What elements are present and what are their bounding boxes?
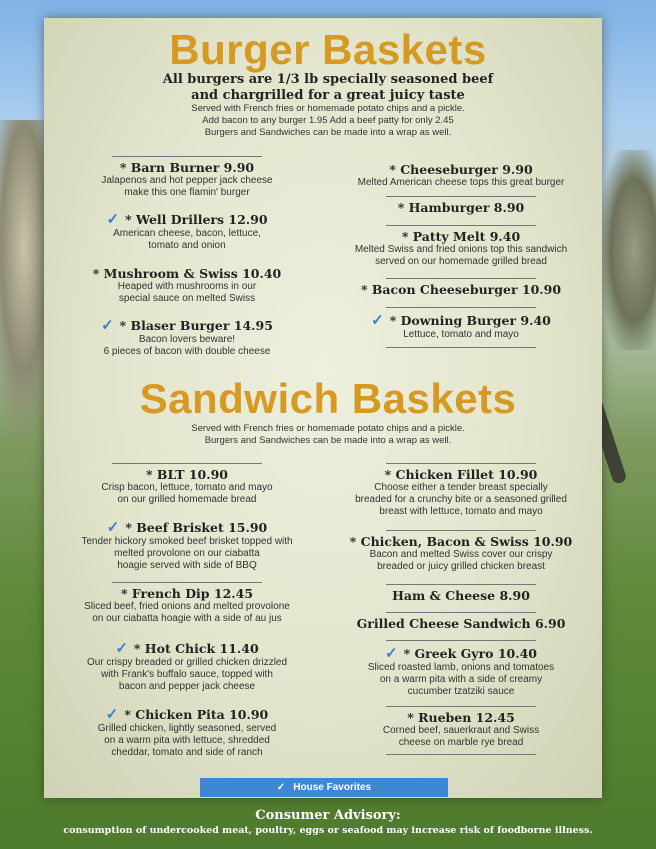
item-desc: 6 pieces of bacon with double cheese	[103, 346, 271, 357]
item-desc: with Frank's buffalo sauce, topped with	[101, 669, 273, 680]
check-icon: ✓	[115, 639, 128, 657]
item-name: * Barn Burner 9.90	[119, 160, 255, 175]
item-desc: Heaped with mushrooms in our	[117, 281, 257, 292]
check-icon: ✓	[106, 210, 120, 228]
item-desc: cucumber tzatziki sauce	[407, 686, 515, 697]
menu-item-patty-melt	[336, 225, 586, 268]
item-desc: on our grilled homemade bread	[117, 494, 257, 505]
menu-item-bacon-cheeseburger	[336, 278, 586, 297]
menu-item-grilled-cheese	[336, 612, 586, 631]
legend-label: House Favorites	[293, 782, 372, 793]
item-desc: Our crispy breaded or grilled chicken drizzled	[86, 657, 288, 668]
check-icon: ✓	[384, 644, 398, 662]
item-desc: on a warm pita with lettuce, shredded	[104, 735, 270, 746]
item-desc: tomato and onion	[148, 240, 226, 251]
item-name: Ham & Cheese 8.90	[392, 588, 530, 603]
menu-item-greek-gyro	[336, 640, 586, 698]
item-desc: Choose either a tender breast specially	[374, 482, 548, 493]
check-icon: ✓	[371, 311, 384, 329]
item-name: * Downing Burger 9.40	[389, 313, 551, 328]
divider	[386, 584, 536, 585]
item-name: * Cheeseburger 9.90	[389, 162, 533, 177]
item-name: Grilled Cheese Sandwich 6.90	[356, 616, 566, 631]
item-name: * Chicken Fillet 10.90	[384, 467, 538, 482]
menu-item-barn-burner	[62, 156, 312, 199]
item-desc: special sauce on melted Swiss	[118, 293, 256, 304]
item-name: * Chicken, Bacon & Swiss 10.90	[349, 534, 573, 549]
item-name: * Hamburger 8.90	[397, 200, 525, 215]
item-name: * Beef Brisket 15.90	[125, 520, 268, 535]
menu-item-hot-chick	[62, 639, 312, 693]
burger-note-1: Served with French fries or homemade potato chips and a pickle.	[191, 103, 465, 114]
divider	[386, 225, 536, 226]
item-name: * Rueben 12.45	[407, 710, 515, 725]
item-name: * Greek Gyro 10.40	[403, 646, 537, 661]
item-desc: breaded or juicy grilled chicken breast	[377, 561, 545, 572]
divider	[112, 582, 262, 583]
sandwich-note-2: Burgers and Sandwiches can be made into a wrap as well.	[204, 435, 452, 446]
check-icon: ✓	[276, 782, 286, 793]
consumer-advisory-text: consumption of undercooked meat, poultry, eggs or seafood may increase risk of foodborne illness.	[63, 825, 593, 836]
burger-section-title: Burger Baskets	[169, 26, 487, 73]
divider	[386, 278, 536, 279]
item-desc: Bacon lovers beware!	[138, 334, 236, 345]
check-icon: ✓	[101, 316, 114, 334]
divider	[386, 463, 536, 464]
item-name: * Well Drillers 12.90	[125, 212, 268, 227]
item-desc: breaded for a crunchy bite or a seasoned grilled	[355, 494, 567, 505]
item-desc: hoagie served with side of BBQ	[117, 560, 257, 571]
item-desc: served on our homemade grilled bread	[375, 256, 547, 267]
item-name: * Chicken Pita 10.90	[124, 707, 269, 722]
divider	[386, 640, 536, 641]
menu-item-beef-brisket	[62, 518, 312, 572]
divider	[112, 463, 262, 464]
menu-item-well-drillers	[62, 210, 312, 252]
divider	[386, 196, 536, 197]
item-desc: make this one flamin' burger	[124, 187, 250, 198]
item-name: * Bacon Cheeseburger 10.90	[360, 282, 562, 297]
item-desc: Corned beef, sauerkraut and Swiss	[382, 725, 540, 736]
item-desc: Grilled chicken, lightly seasoned, served	[97, 723, 277, 734]
item-desc: cheese on marble rye bread	[398, 737, 524, 748]
item-desc: Tender hickory smoked beef brisket topped with	[81, 536, 293, 547]
item-desc: Melted American cheese tops this great burger	[357, 177, 565, 188]
house-favorites-legend	[200, 778, 448, 797]
menu-item-blt	[62, 463, 312, 506]
item-desc: on a warm pita with a side of creamy	[379, 674, 543, 685]
menu-item-hamburger	[336, 196, 586, 215]
menu-item-ham-cheese	[336, 584, 586, 603]
burger-subtitle-1: All burgers are 1/3 lb specially seasoned beef	[162, 72, 494, 87]
divider	[386, 307, 536, 308]
sandwich-note-1: Served with French fries or homemade potato chips and a pickle.	[191, 423, 465, 434]
check-icon: ✓	[106, 518, 120, 536]
item-desc: Lettuce, tomato and mayo	[403, 329, 519, 340]
menu-item-rueben	[336, 706, 586, 758]
divider	[112, 156, 262, 157]
check-icon: ✓	[105, 705, 119, 723]
divider	[386, 706, 536, 707]
menu-item-blaser-burger	[62, 316, 312, 358]
item-desc: on our ciabatta hoagie with a side of au jus	[92, 613, 282, 624]
item-name: * Blaser Burger 14.95	[119, 318, 273, 333]
menu-item-chicken-fillet	[336, 463, 586, 518]
burger-subtitle-2: and chargrilled for a great juicy taste	[191, 88, 465, 103]
sandwich-section-title: Sandwich Baskets	[139, 375, 517, 422]
consumer-advisory-title: Consumer Advisory:	[255, 808, 401, 823]
item-desc: American cheese, bacon, lettuce,	[113, 228, 261, 239]
divider	[386, 347, 536, 348]
menu-item-chicken-pita	[62, 705, 312, 759]
item-desc: melted provolone on our ciabatta	[114, 548, 260, 559]
divider	[386, 530, 536, 531]
item-name: * Patty Melt 9.40	[401, 229, 521, 244]
item-desc: Jalapenos and hot pepper jack cheese	[101, 175, 273, 186]
item-desc: Sliced beef, fried onions and melted provolone	[84, 601, 290, 612]
item-name: * BLT 10.90	[145, 467, 229, 482]
item-desc: Melted Swiss and fried onions top this sandwich	[354, 244, 568, 255]
item-name: * Mushroom & Swiss 10.40	[92, 266, 282, 281]
divider	[386, 754, 536, 755]
menu-item-french-dip	[62, 582, 312, 625]
item-desc: Bacon and melted Swiss cover our crispy	[369, 549, 553, 560]
item-desc: breast with lettuce, tomato and mayo	[379, 506, 543, 517]
item-desc: Crisp bacon, lettuce, tomato and mayo	[101, 482, 273, 493]
menu-item-downing-burger	[336, 307, 586, 351]
item-desc: Sliced roasted lamb, onions and tomatoes	[367, 662, 555, 673]
menu-item-chicken-bacon-swiss	[336, 530, 586, 573]
item-desc: cheddar, tomato and side of ranch	[111, 747, 263, 758]
background-tree-right	[601, 150, 656, 350]
menu-item-cheeseburger	[336, 162, 586, 189]
divider	[386, 612, 536, 613]
item-desc: bacon and pepper jack cheese	[118, 681, 256, 692]
menu-item-mushroom-swiss	[62, 266, 312, 305]
item-name: * Hot Chick 11.40	[133, 641, 259, 656]
burger-note-3: Burgers and Sandwiches can be made into a wrap as well.	[204, 127, 452, 138]
item-name: * French Dip 12.45	[120, 586, 254, 601]
burger-note-2: Add bacon to any burger 1.95 Add a beef patty for only 2.45	[202, 115, 454, 126]
